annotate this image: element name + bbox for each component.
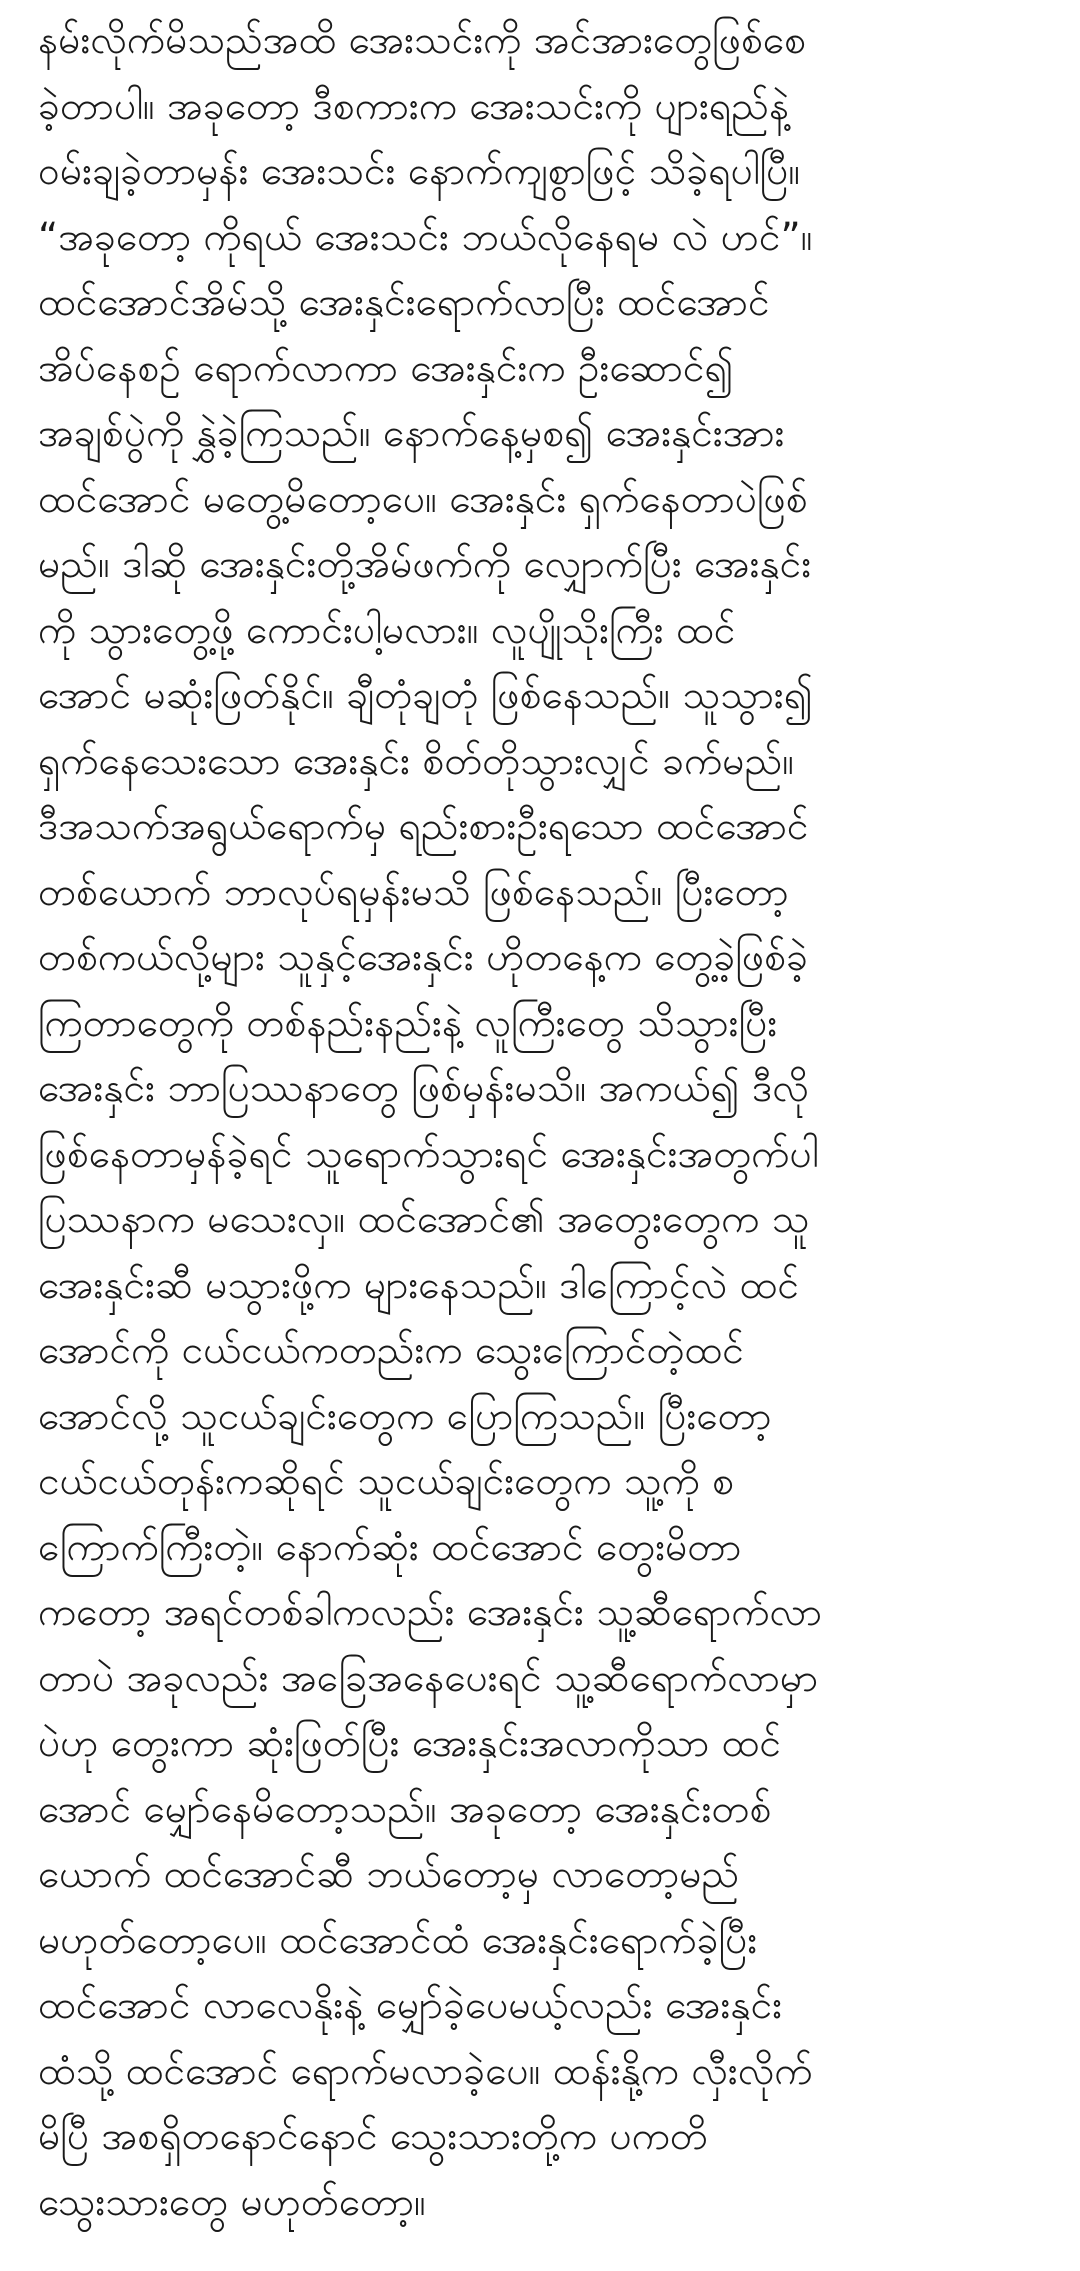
text-line: တာပဲ အခုလည်း အခြေအနေပေးရင် သူ့ဆီရောက်လာမှာ bbox=[38, 1655, 819, 1701]
text-line: ကြောက်ကြီးတဲ့။ နောက်ဆုံး ထင်အောင် တွေးမိတာ bbox=[38, 1524, 742, 1570]
text-line: အောင် မျှော်နေမိတော့သည်။ အခုတော့ အေးနှင်းတစ် bbox=[38, 1786, 772, 1832]
text-line: အောင်ကို ငယ်ငယ်ကတည်းက သွေးကြောင်တဲ့ထင် bbox=[38, 1328, 744, 1373]
text-line: ယောက် ထင်အောင်ဆီ ဘယ်တော့မှ လာတော့မည် bbox=[38, 1852, 740, 1897]
text-line: ငယ်ငယ်တုန်းကဆိုရင် သူငယ်ချင်းတွေက သူ့ကို စ bbox=[38, 1459, 735, 1504]
text-line: ကို သွားတွေ့ဖို့ ကောင်းပါ့မလား။ လူပျိုသိုးကြီး ထင် bbox=[38, 607, 736, 653]
text-line: နမ်းလိုက်မိသည်အထိ အေးသင်းကို အင်အားတွေဖြစ်စေ bbox=[38, 18, 807, 63]
text-line: ထင်အောင် မတွေ့မိတော့ပေ။ အေးနှင်း ရှက်နေတာပဲဖြစ် bbox=[38, 476, 808, 522]
text-line: ကြတာတွေကို တစ်နည်းနည်းနဲ့ လူကြီးတွေ သိသွားပြီး bbox=[38, 1000, 778, 1046]
text-line: မည်။ ဒါဆို အေးနှင်းတို့အိမ်ဖက်ကို လျှောက်ပြီး အေးနှင်း bbox=[38, 542, 812, 587]
text-line: ထင်အောင် လာလေနိုးနဲ့ မျှော်ခဲ့ပေမယ့်လည်း အေးနှင်း bbox=[38, 1983, 783, 2028]
text-line: မဟုတ်တော့ပေ။ ထင်အောင်ထံ အေးနှင်းရောက်ခဲ့ပြီး bbox=[38, 1917, 758, 1963]
text-line: ဝမ်းချခဲ့တာမှန်း အေးသင်း နောက်ကျစွာဖြင့် သိခဲ့ရပါပြီ။ bbox=[38, 149, 801, 194]
text-line: ကတော့ အရင်တစ်ခါကလည်း အေးနှင်း သူ့ဆီရောက်လာ bbox=[38, 1590, 823, 1635]
text-line: ပြဿနာက မသေးလှ။ ထင်အောင်၏ အတွေးတွေက သူ bbox=[38, 1197, 810, 1242]
text-line: အောင် မဆုံးဖြတ်နိုင်။ ချီတုံချတုံ ဖြစ်နေသည်။ သူသွား၍ bbox=[38, 673, 814, 718]
text-line: အေးနှင်း ဘာပြဿနာတွေ ဖြစ်မှန်းမသိ။ အကယ်၍ ဒီလို bbox=[38, 1066, 809, 1111]
text-line: “အခုတော့ ကိုရယ် အေးသင်း ဘယ်လိုနေရမ လဲ ဟင်”။ bbox=[38, 214, 813, 260]
text-line: ဒီအသက်အရွယ်ရောက်မှ ရည်းစားဦးရသော ထင်အောင် bbox=[38, 804, 809, 849]
text-line: တစ်ယောက် ဘာလုပ်ရမှန်းမသိ ဖြစ်နေသည်။ ပြီးတော့ bbox=[38, 869, 789, 915]
story-text bbox=[38, 8, 1058, 2235]
text-line: ထင်အောင်အိမ်သို့ အေးနှင်းရောက်လာပြီး ထင်အောင် bbox=[38, 280, 770, 325]
text-line: အေးနှင်းဆီ မသွားဖို့က များနေသည်။ ဒါကြောင့်လဲ ထင် bbox=[38, 1262, 799, 1308]
text-line: သွေးသားတွေ မဟုတ်တော့။ bbox=[38, 2179, 426, 2225]
text-line: ထံသို့ ထင်အောင် ရောက်မလာခဲ့ပေ။ ထန်းနို့က လှီးလိုက် bbox=[38, 2048, 813, 2094]
text-line: ခဲ့တာပါ။ အခုတော့ ဒီစကားက အေးသင်းကို ပျားရည်နဲ့ bbox=[38, 83, 790, 129]
text-line: အောင်လို့ သူငယ်ချင်းတွေက ပြောကြသည်။ ပြီးတော့ bbox=[38, 1393, 772, 1439]
text-line: ဖြစ်နေတာမှန်ခဲ့ရင် သူရောက်သွားရင် အေးနှင်းအတွက်ပါ bbox=[38, 1131, 819, 1177]
text-line: ပဲဟု တွေးကာ ဆုံးဖြတ်ပြီး အေးနှင်းအလာကိုသာ ထင် bbox=[38, 1721, 782, 1766]
text-line: အိပ်နေစဉ် ရောက်လာကာ အေးနှင်းက ဦးဆောင်၍ bbox=[38, 345, 734, 391]
text-line: တစ်ကယ်လို့များ သူနှင့်အေးနှင်း ဟိုတနေ့က တွေ့ခဲ့ဖြစ်ခဲ့ bbox=[38, 935, 809, 980]
text-line: ရှက်နေသေးသော အေးနှင်း စိတ်တိုသွားလျှင် ခက်မည်။ bbox=[38, 738, 795, 784]
text-line: မိပြီ အစရှိတနောင်နောင် သွေးသားတို့က ပကတိ bbox=[38, 2114, 708, 2159]
text-line: အချစ်ပွဲကို နွှဲခဲ့ကြသည်။ နောက်နေ့မှစ၍ အေးနှင်းအား bbox=[38, 411, 785, 456]
